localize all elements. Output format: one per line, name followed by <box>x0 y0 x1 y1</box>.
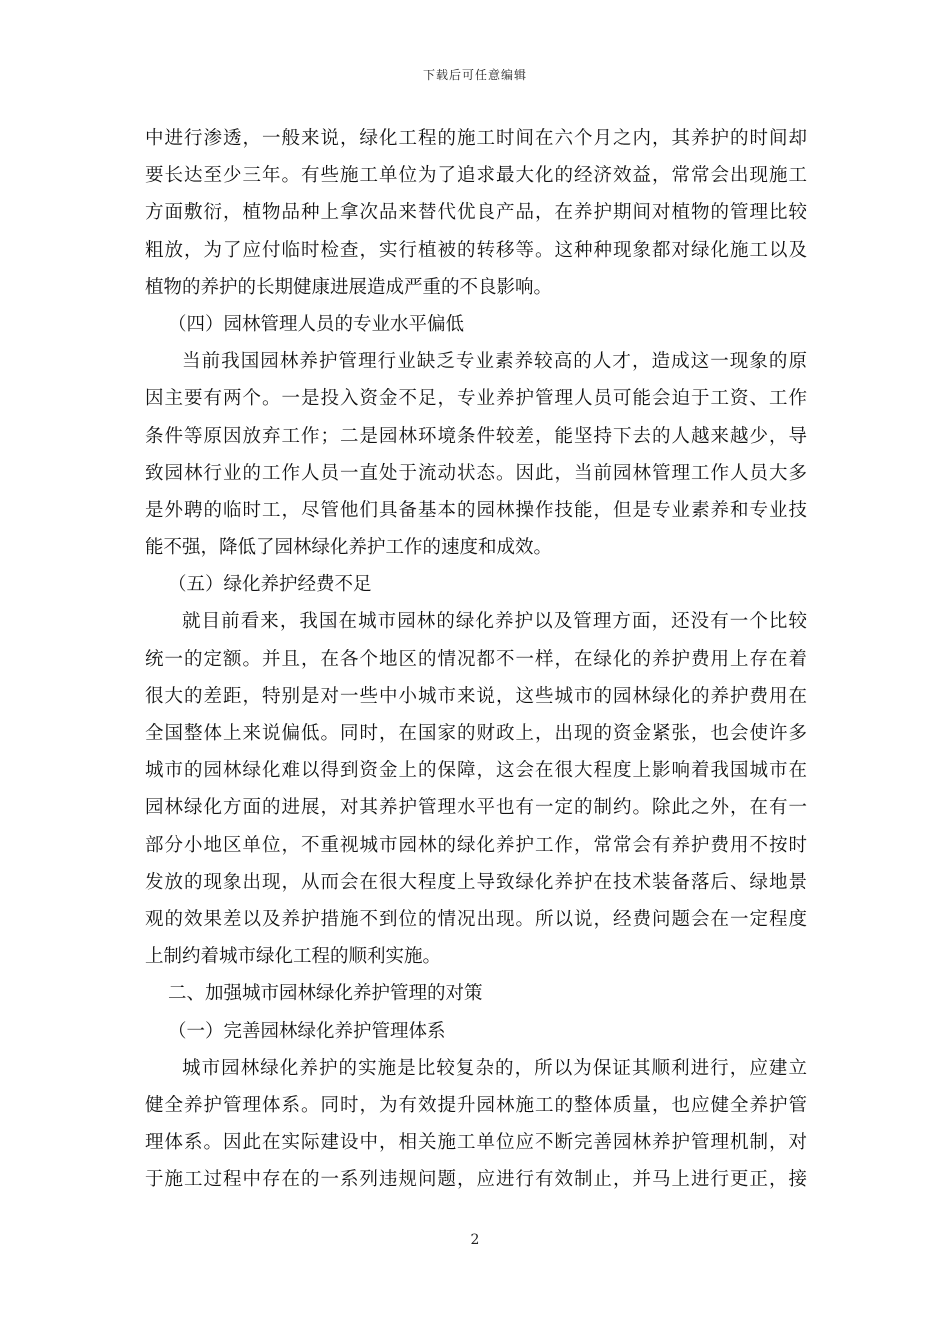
body-line: 统一的定额。并且，在各个地区的情况都不一样，在绿化的养护费用上存在着 <box>145 648 807 670</box>
body-line: 条件等原因放弃工作；二是园林环境条件较差，能坚持下去的人越来越少，导 <box>145 425 807 447</box>
body-line: 植物的养护的长期健康进展造成严重的不良影响。 <box>145 276 553 298</box>
body-line: 园林绿化方面的进展，对其养护管理水平也有一定的制约。除此之外，在有一 <box>145 797 807 819</box>
body-line: 粗放，为了应付临时检查，实行植被的转移等。这种种现象都对绿化施工以及 <box>145 239 807 261</box>
body-line: 观的效果差以及养护措施不到位的情况出现。所以说，经费问题会在一定程度 <box>145 908 807 930</box>
body-line: 全国整体上来说偏低。同时，在国家的财政上，出现的资金紧张，也会使许多 <box>145 723 807 744</box>
body-line: 健全养护管理体系。同时，为有效提升园林施工的整体质量，也应健全养护管 <box>145 1094 807 1116</box>
body-line: 部分小地区单位，不重视城市园林的绿化养护工作，常常会有养护费用不按时 <box>145 834 807 856</box>
chapter-heading: 二、加强城市园林绿化养护管理的对策 <box>168 983 483 1005</box>
body-line: 发放的现象出现，从而会在很大程度上导致绿化养护在技术装备落后、绿地景 <box>145 871 807 893</box>
body-line: 就目前看来，我国在城市园林的绿化养护以及管理方面，还没有一个比较 <box>182 611 807 633</box>
body-line: 要长达至少三年。有些施工单位为了追求最大化的经济效益，常常会出现施工 <box>145 165 807 187</box>
section-heading: （一）完善园林绿化养护管理体系 <box>168 1020 446 1042</box>
body-line: 城市园林绿化养护的实施是比较复杂的，所以为保证其顺利进行，应建立 <box>182 1057 807 1079</box>
body-line: 方面敷衍，植物品种上拿次品来替代优良产品，在养护期间对植物的管理比较 <box>145 202 807 224</box>
body-line: 上制约着城市绿化工程的顺利实施。 <box>145 946 442 968</box>
body-line: 于施工过程中存在的一系列违规问题，应进行有效制止，并马上进行更正，接 <box>145 1169 807 1191</box>
body-line: 很大的差距，特别是对一些中小城市来说，这些城市的园林绿化的养护费用在 <box>145 685 807 707</box>
document-body <box>145 120 807 1198</box>
body-line: 是外聘的临时工，尽管他们具备基本的园林操作技能，但是专业素养和专业技 <box>145 499 807 521</box>
body-line: 致园林行业的工作人员一直处于流动状态。因此，当前园林管理工作人员大多 <box>145 462 807 484</box>
body-line: 当前我国园林养护管理行业缺乏专业素养较高的人才，造成这一现象的原 <box>182 351 807 373</box>
body-line: 能不强，降低了园林绿化养护工作的速度和成效。 <box>145 537 553 559</box>
body-line: 因主要有两个。一是投入资金不足，专业养护管理人员可能会迫于工资、工作 <box>145 388 807 410</box>
section-heading: （五）绿化养护经费不足 <box>168 574 372 596</box>
section-heading: （四）园林管理人员的专业水平偏低 <box>168 313 465 335</box>
body-line: 理体系。因此在实际建设中，相关施工单位应不断完善园林养护管理机制，对 <box>145 1132 807 1154</box>
page-number: 2 <box>470 1232 480 1248</box>
body-line: 中进行渗透，一般来说，绿化工程的施工时间在六个月之内，其养护的时间却 <box>145 128 807 149</box>
page-header: 下载后可任意编辑 <box>422 68 527 82</box>
body-line: 城市的园林绿化难以得到资金上的保障，这会在很大程度上影响着我国城市在 <box>145 760 807 782</box>
